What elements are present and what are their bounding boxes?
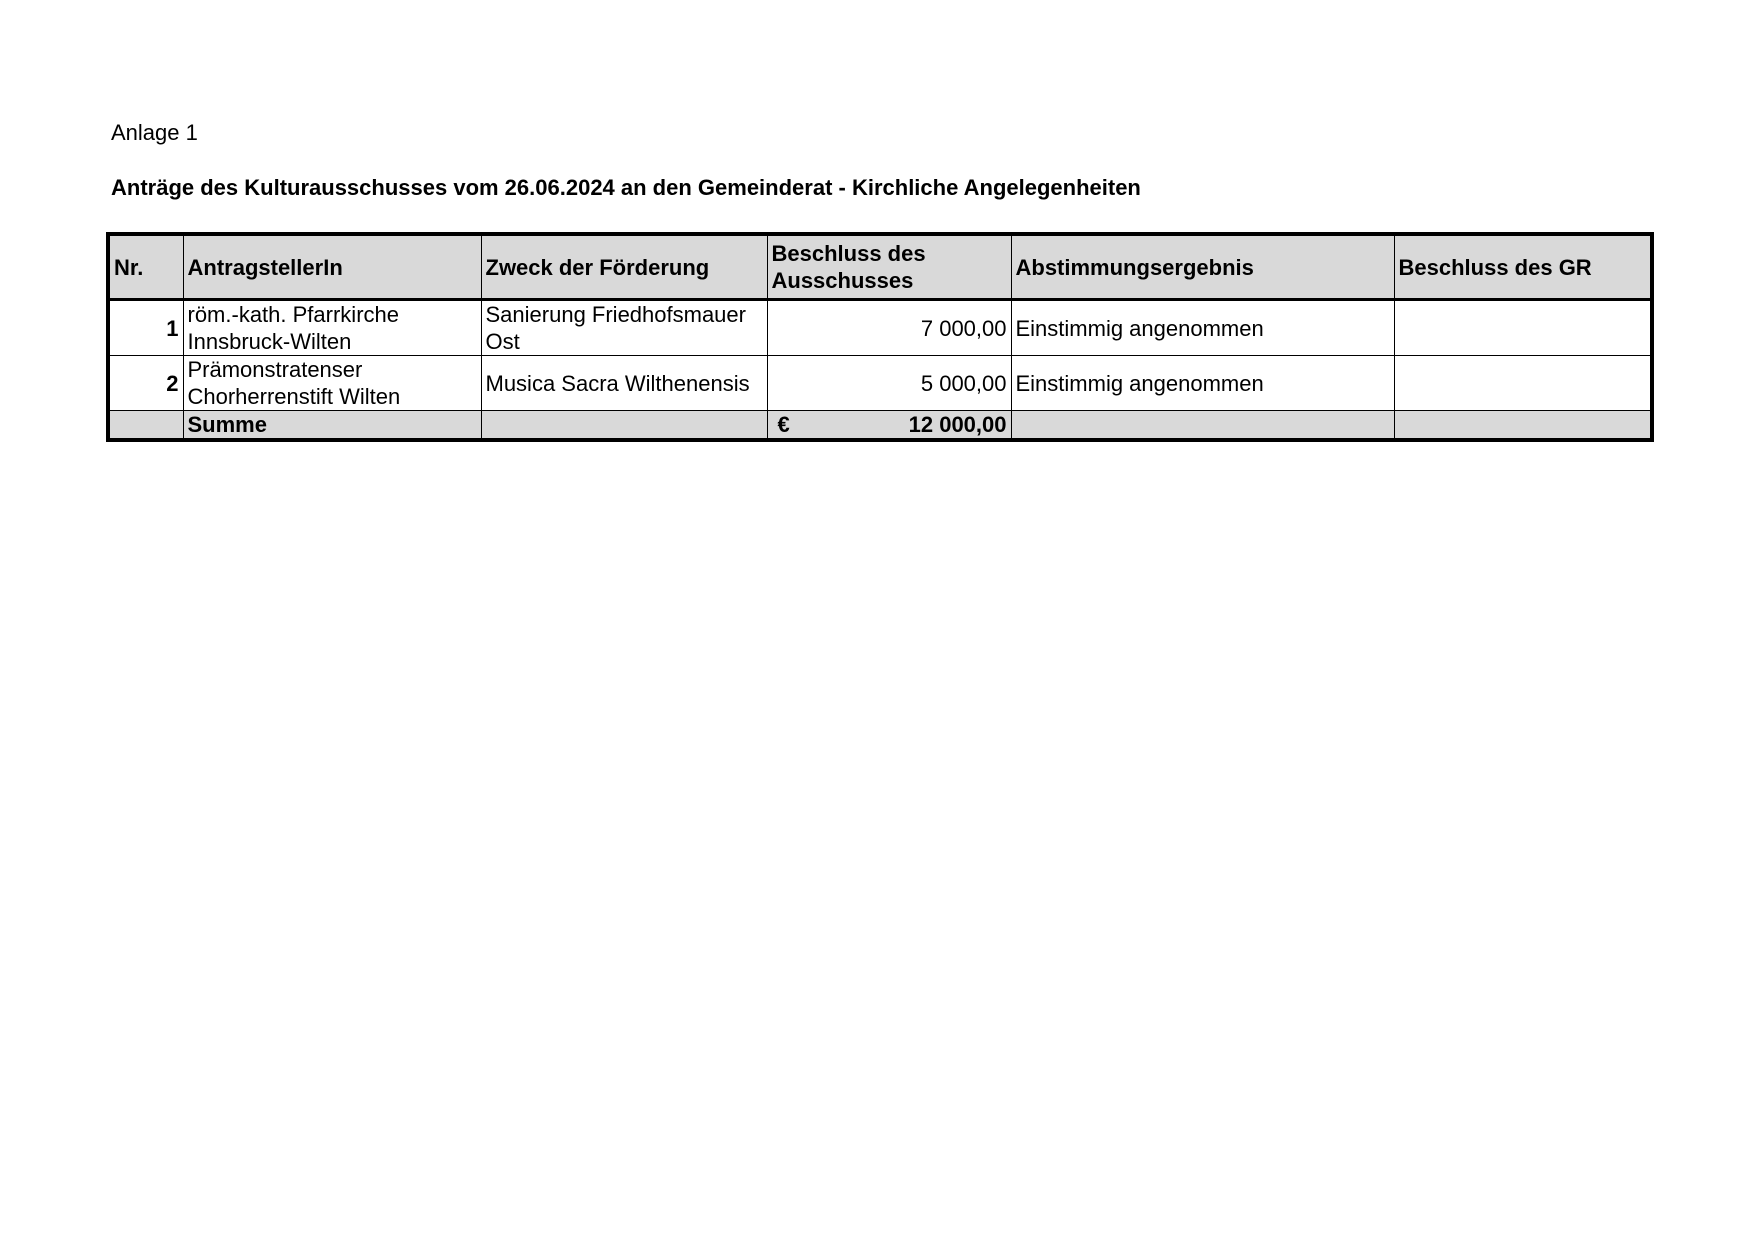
- cell-beschluss-gr: [1394, 300, 1652, 356]
- header-beschluss-gr: Beschluss des GR: [1394, 234, 1652, 300]
- sum-cell-nr: [108, 411, 183, 441]
- sum-cell-abstimmung: [1011, 411, 1394, 441]
- document-title: Anträge des Kulturausschusses vom 26.06.2024 an den Gemeinderat - Kirchliche Angelegenheiten: [111, 175, 1141, 200]
- header-nr: Nr.: [108, 234, 183, 300]
- sum-cell-betrag: [767, 411, 1011, 441]
- table-header-row: [108, 234, 1652, 300]
- cell-beschluss-gr: [1394, 356, 1652, 411]
- table-row: [108, 356, 1652, 411]
- table-row: [108, 300, 1652, 356]
- header-abstimmung: Abstimmungsergebnis: [1011, 234, 1394, 300]
- cell-antragsteller: Prämonstratenser Chorherrenstift Wilten: [183, 356, 481, 411]
- sum-cell-zweck: [481, 411, 767, 441]
- sum-cell-beschluss-gr: [1394, 411, 1652, 441]
- cell-nr: 2: [108, 356, 183, 411]
- cell-abstimmung: Einstimmig angenommen: [1011, 356, 1394, 411]
- sum-row: [108, 411, 1652, 441]
- header-zweck: Zweck der Förderung: [481, 234, 767, 300]
- sum-currency: €: [777, 412, 790, 437]
- applications-table: [106, 232, 1654, 442]
- cell-antragsteller: röm.-kath. Pfarrkirche Innsbruck-Wilten: [183, 300, 481, 356]
- header-antragsteller: AntragstellerIn: [183, 234, 481, 300]
- cell-zweck: Musica Sacra Wilthenensis: [481, 356, 767, 411]
- sum-label: Summe: [183, 411, 481, 441]
- cell-betrag: 5 000,00: [767, 356, 1011, 411]
- sum-amount: 12 000,00: [908, 412, 1007, 437]
- cell-betrag: 7 000,00: [767, 300, 1011, 356]
- cell-zweck: Sanierung Friedhofsmauer Ost: [481, 300, 767, 356]
- cell-nr: 1: [108, 300, 183, 356]
- annex-label: Anlage 1: [111, 120, 198, 145]
- cell-abstimmung: Einstimmig angenommen: [1011, 300, 1394, 356]
- header-beschluss-ausschuss: Beschluss des Ausschusses: [767, 234, 1011, 300]
